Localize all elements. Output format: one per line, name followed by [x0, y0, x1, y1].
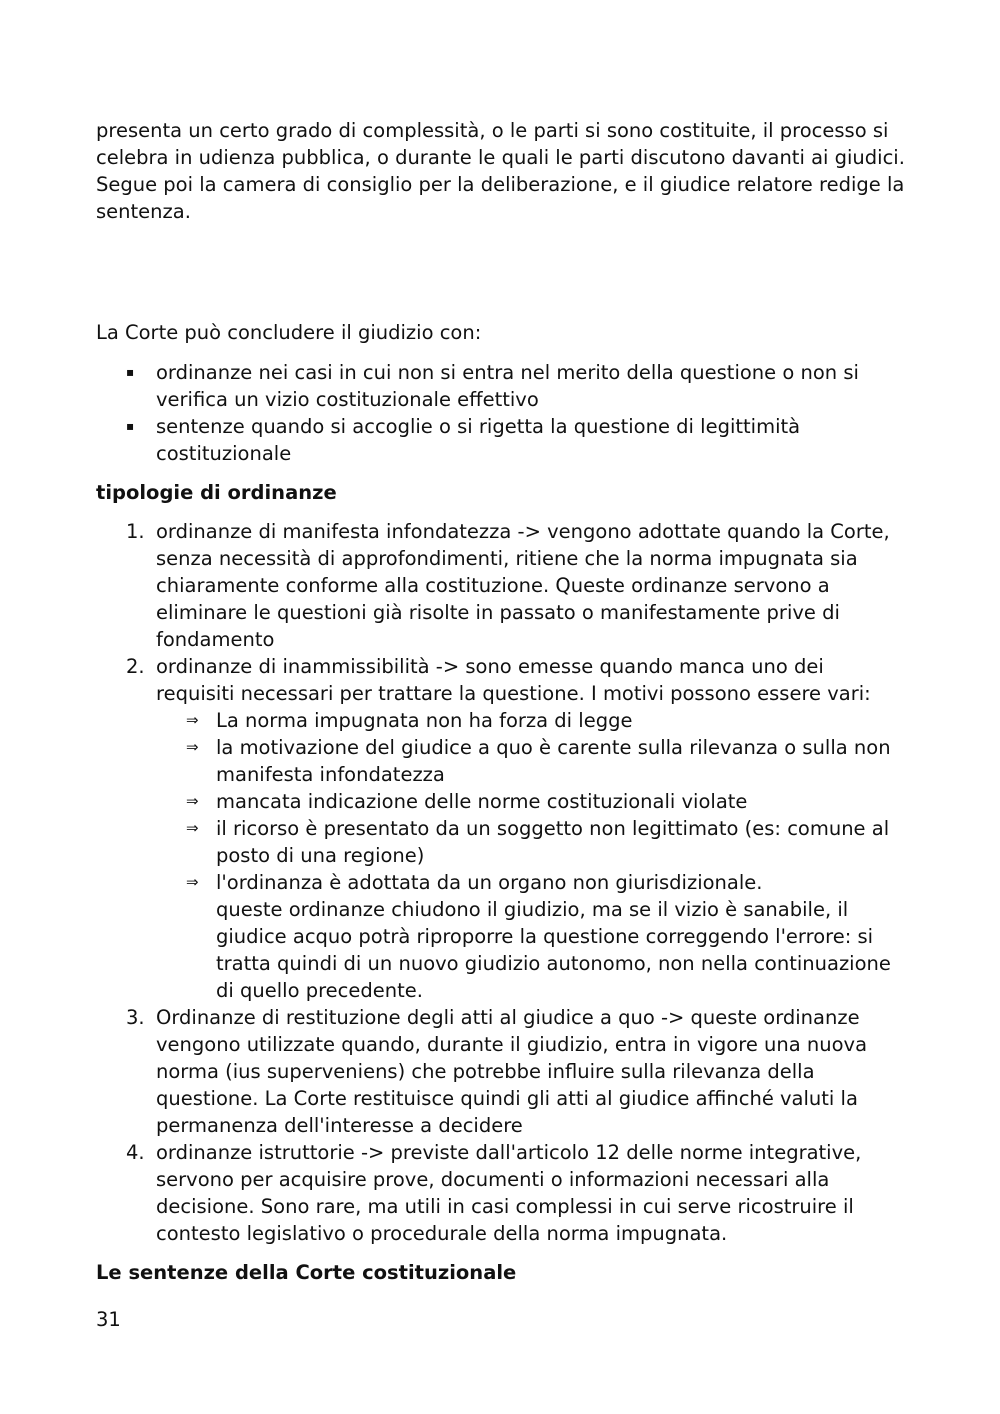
- double-arrow-icon: ⇒: [186, 873, 199, 891]
- list-item-text: sentenze quando si accoglie o si rigetta la questione di legittimità costituzionale: [156, 415, 801, 465]
- ordinanza-text: ordinanze di inammissibilità -> sono emesse quando manca uno dei requisiti necessari per trattare la questione. I motivi possono essere vari:: [156, 655, 871, 705]
- reason-item: [156, 734, 906, 788]
- item-number: 3.: [126, 1006, 145, 1029]
- double-arrow-icon: ⇒: [186, 792, 199, 810]
- square-bullet-icon: ▪: [126, 365, 135, 379]
- ordinanze-heading: tipologie di ordinanze: [96, 481, 337, 504]
- reason-item: [156, 869, 906, 1004]
- reason-text: il ricorso è presentato da un soggetto non legittimato (es: comune al posto di una regione): [216, 817, 890, 867]
- reason-note: queste ordinanze chiudono il giudizio, ma se il vizio è sanabile, il giudice acquo potrà riproporre la questione correggendo l'errore: si tratta quindi di un nuovo giudizio autonomo, non nella continuazione di quello precedente.: [216, 898, 891, 1002]
- ordinanza-item: [96, 518, 906, 653]
- double-arrow-icon: ⇒: [186, 738, 199, 756]
- ordinanza-text: ordinanze di manifesta infondatezza -> vengono adottate quando la Corte, senza necessità di approfondimenti, ritiene che la norma impugnata sia chiaramente conforme alla costituzione. Queste ordinanze servono a eliminare le questioni già risolte in passato o manifestamente prive di fondamento: [156, 520, 890, 651]
- reason-item: [156, 788, 906, 815]
- item-number: 1.: [126, 520, 145, 543]
- conclusion-lead: La Corte può concludere il giudizio con:: [96, 321, 482, 344]
- page-number: 31: [96, 1308, 121, 1331]
- conclusion-list: [96, 359, 906, 467]
- reason-item: [156, 707, 906, 734]
- item-number: 4.: [126, 1141, 145, 1164]
- item-number: 2.: [126, 655, 145, 678]
- ordinanza-text: ordinanze istruttorie -> previste dall'articolo 12 delle norme integrative, servono per acquisire prove, documenti o informazioni necessari alla decisione. Sono rare, ma utili in casi complessi in cui serve ricostruire il contesto legislativo o procedurale della norma impugnata.: [156, 1141, 862, 1245]
- reason-text: la motivazione del giudice a quo è carente sulla rilevanza o sulla non manifesta infondatezza: [216, 736, 891, 786]
- square-bullet-icon: ▪: [126, 419, 135, 433]
- ordinanza-item: [96, 1139, 906, 1247]
- double-arrow-icon: ⇒: [186, 711, 199, 729]
- ordinanze-list: [96, 518, 906, 1247]
- reason-text: l'ordinanza è adottata da un organo non giurisdizionale.: [216, 871, 763, 894]
- list-item: [96, 359, 906, 413]
- page-body: [96, 117, 906, 1298]
- spacer: [96, 225, 906, 319]
- list-item-text: ordinanze nei casi in cui non si entra nel merito della questione o non si verifica un vizio costituzionale effettivo: [156, 361, 859, 411]
- intro-paragraph: presenta un certo grado di complessità, o le parti si sono costituite, il processo si celebra in udienza pubblica, o durante le quali le parti discutono davanti ai giudici. Segue poi la camera di consiglio per la deliberazione, e il giudice relatore redige la sentenza.: [96, 119, 905, 223]
- double-arrow-icon: ⇒: [186, 819, 199, 837]
- list-item: [96, 413, 906, 467]
- reason-item: [156, 815, 906, 869]
- inammissibilita-reasons: [156, 707, 906, 1004]
- sentenze-heading: Le sentenze della Corte costituzionale: [96, 1261, 517, 1284]
- reason-text: La norma impugnata non ha forza di legge: [216, 709, 633, 732]
- reason-text: mancata indicazione delle norme costituzionali violate: [216, 790, 748, 813]
- ordinanza-item: [96, 1004, 906, 1139]
- ordinanza-item: [96, 653, 906, 1004]
- ordinanza-text: Ordinanze di restituzione degli atti al giudice a quo -> queste ordinanze vengono utilizzate quando, durante il giudizio, entra in vigore una nuova norma (ius superveniens) che potrebbe influire sulla rilevanza della questione. La Corte restituisce quindi gli atti al giudice affinché valuti la permanenza dell'interesse a decidere: [156, 1006, 868, 1137]
